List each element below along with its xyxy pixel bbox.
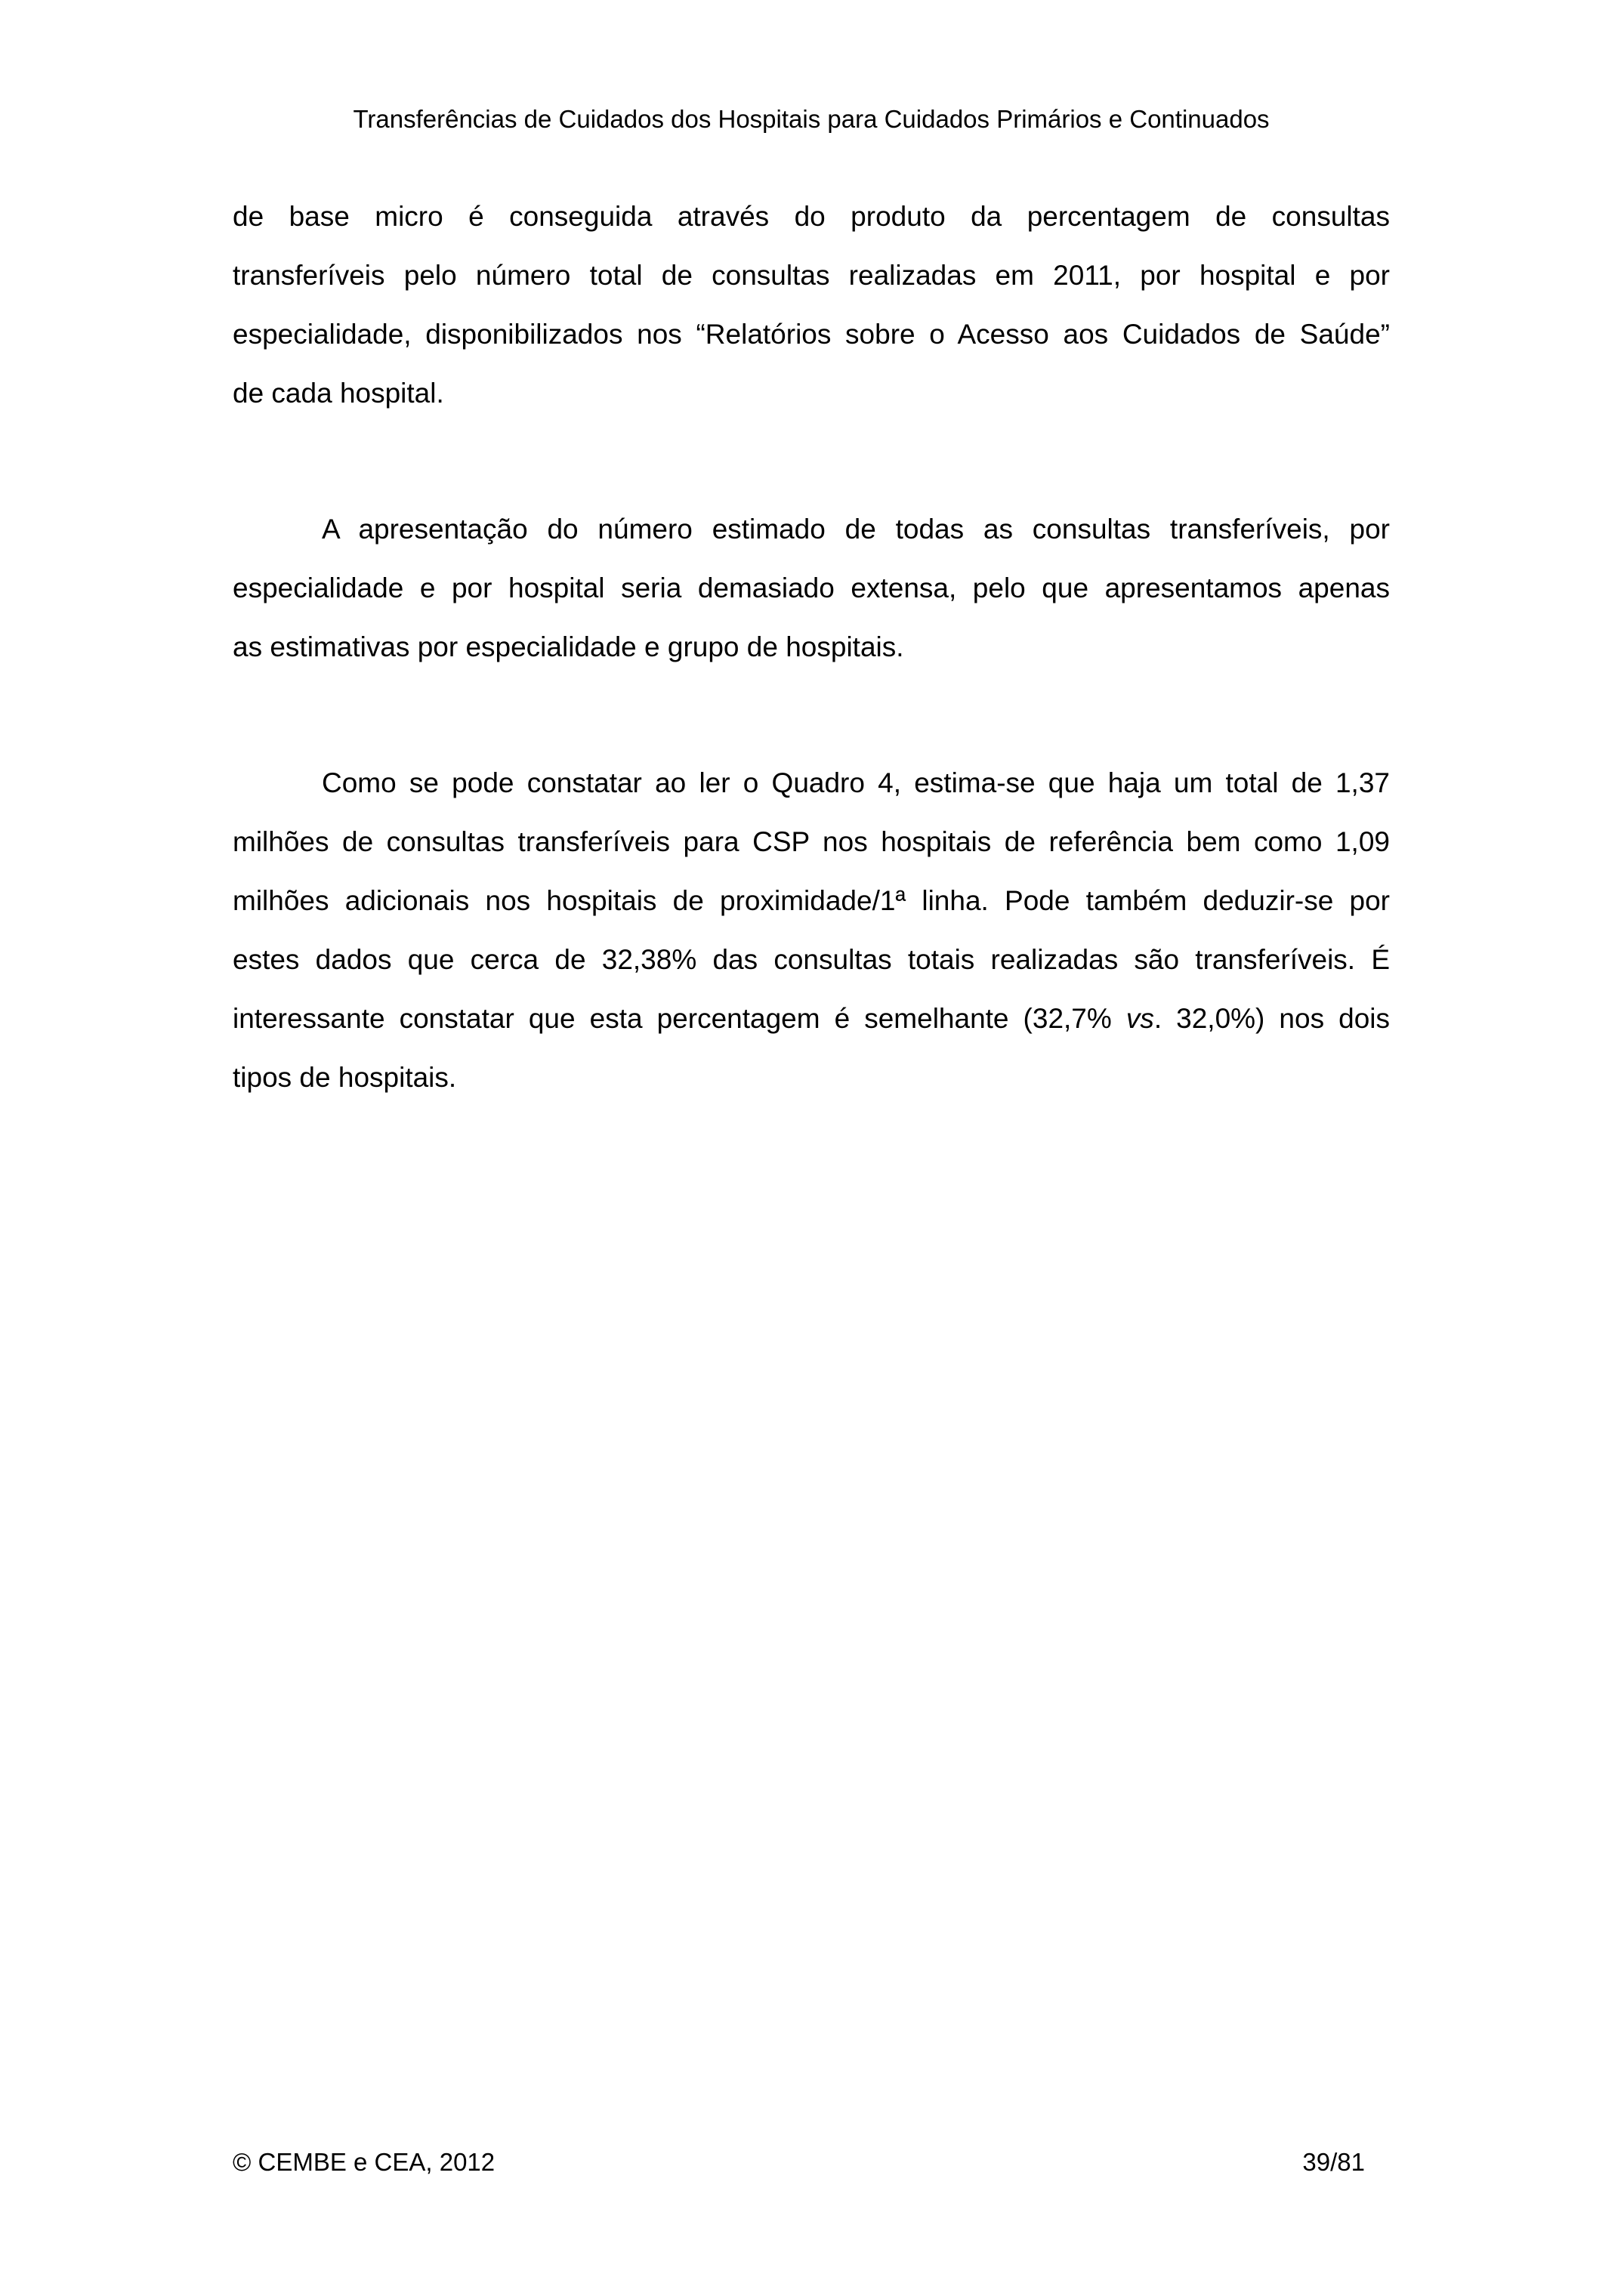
- document-body: [233, 187, 1390, 1184]
- text-segment: de cada hospital.: [233, 378, 444, 409]
- body-paragraphs: [233, 187, 1390, 1107]
- text-segment: . 32,0%) nos dois: [1153, 1003, 1390, 1034]
- paragraph: [233, 187, 1390, 423]
- paragraph: [233, 754, 1390, 1107]
- text-line: [233, 500, 1390, 559]
- text-segment: estes dados que cerca de 32,38% das consultas totais realizadas são transferíveis. É: [233, 944, 1390, 975]
- text-segment: as estimativas por especialidade e grupo de hospitais.: [233, 631, 904, 662]
- page-footer: [233, 2147, 1365, 2177]
- text-line: [233, 559, 1390, 618]
- text-segment: milhões adicionais nos hospitais de proximidade/1ª linha. Pode também deduzir-se por: [233, 885, 1390, 916]
- paragraph: [233, 500, 1390, 677]
- text-line: [233, 813, 1390, 872]
- footer-page-number: 39/81: [1302, 2148, 1365, 2176]
- text-segment: A apresentação do número estimado de todas as consultas transferíveis, por: [322, 514, 1390, 545]
- text-segment: interessante constatar que esta percentagem é semelhante (32,7%: [233, 1003, 1126, 1034]
- text-segment: de base micro é conseguida através do produto da percentagem de consultas: [233, 201, 1390, 232]
- text-line: [233, 364, 1390, 423]
- page-header: [233, 104, 1390, 134]
- text-line: [233, 754, 1390, 813]
- text-segment: Como se pode constatar ao ler o Quadro 4, estima-se que haja um total de 1,37: [322, 767, 1390, 798]
- text-segment: especialidade, disponibilizados nos “Relatórios sobre o Acesso aos Cuidados de Saúde”: [233, 319, 1390, 350]
- text-segment: transferíveis pelo número total de consultas realizadas em 2011, por hospital e por: [233, 260, 1390, 291]
- text-segment: tipos de hospitais.: [233, 1062, 457, 1093]
- text-line: [233, 618, 1390, 677]
- text-line: [233, 872, 1390, 930]
- footer-copyright: © CEMBE e CEA, 2012: [233, 2148, 496, 2176]
- text-segment: especialidade e por hospital seria demasiado extensa, pelo que apresentamos apenas: [233, 572, 1390, 603]
- header-title: Transferências de Cuidados dos Hospitais para Cuidados Primários e Continuados: [353, 105, 1270, 133]
- text-line: [233, 246, 1390, 305]
- text-segment: vs: [1125, 1003, 1154, 1034]
- text-line: [233, 305, 1390, 364]
- text-segment: milhões de consultas transferíveis para CSP nos hospitais de referência bem como 1,09: [233, 826, 1390, 857]
- text-line: [233, 1048, 1390, 1107]
- text-line: [233, 989, 1390, 1048]
- text-line: [233, 930, 1390, 989]
- text-line: [233, 187, 1390, 246]
